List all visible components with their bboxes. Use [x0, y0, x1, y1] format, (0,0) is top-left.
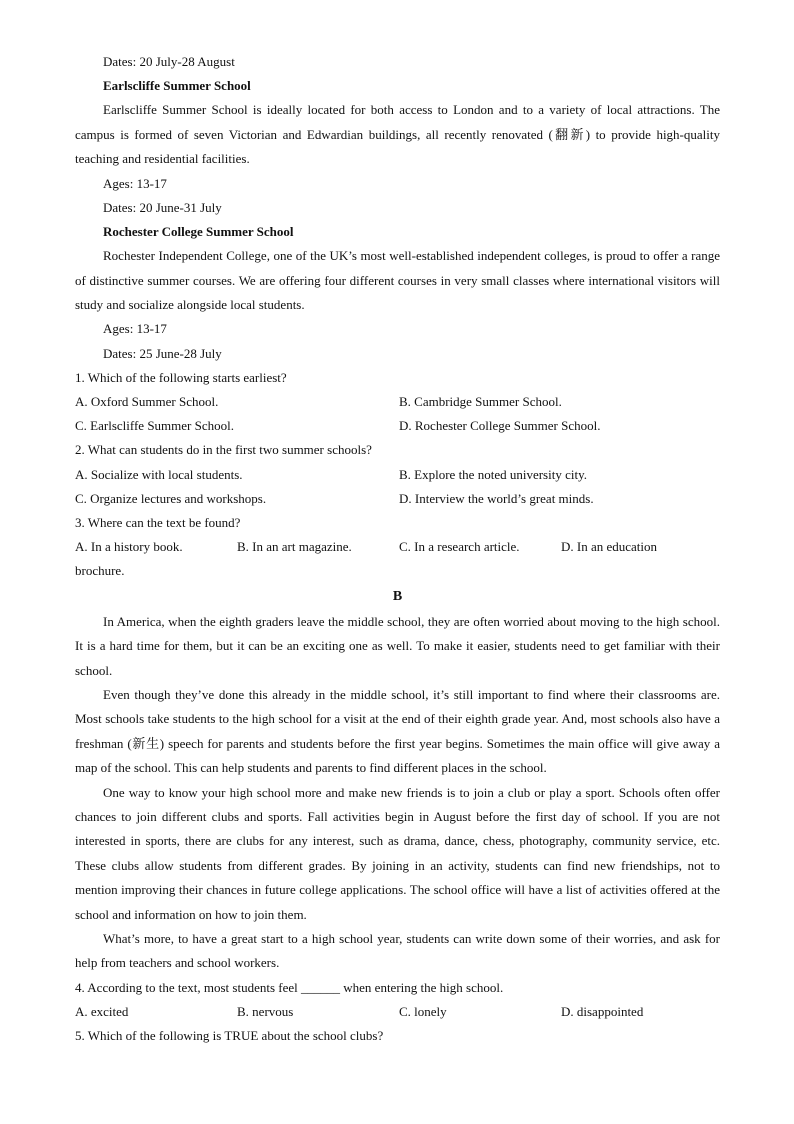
section-heading: B	[392, 588, 403, 604]
option-d: D. In an education	[561, 539, 658, 555]
oxford-dates: Dates: 20 July-28 August	[103, 54, 235, 69]
option-a: A. Oxford Summer School.	[75, 394, 219, 410]
question-options	[75, 487, 720, 511]
question-stem: 2. What can students do in the first two summer schools?	[75, 442, 372, 458]
option-a: A. excited	[75, 1003, 129, 1019]
earlscliffe-description: Earlscliffe Summer School is ideally located for both access to London and to a variety of local attractions. The campus is formed of seven Victorian and Edwardian buildings, all recently renovated (翻新) to provide high-quality teaching and residential facilities.	[75, 102, 720, 167]
option-continuation: brochure.	[75, 563, 125, 579]
earlscliffe-ages: Ages: 13-17	[103, 175, 167, 191]
rochester-heading: Rochester College Summer School	[103, 224, 294, 240]
exam-page	[75, 50, 720, 1048]
option-a: A. In a history book.	[75, 539, 183, 555]
question-options	[75, 414, 720, 438]
option-c: C. Organize lectures and workshops.	[75, 490, 267, 506]
rochester-description: Rochester Independent College, one of the UK’s most well-established independent colleges, is proud to offer a range of distinctive summer courses. We are offering four different courses in very small classes where international visitors will study and socialize alongside local students.	[75, 248, 720, 313]
passage-paragraph: Even though they’ve done this already in the middle school, it’s still important to find where their classrooms are. Most schools take students to the high school for a visit at the end of their eighth grade year. And, most schools also have a freshman (新生) speech for parents and students before the first year begins. Sometimes the main office will give away a map of the school. This can help students and parents to find different places in the school.	[75, 686, 720, 776]
option-d: D. Interview the world’s great minds.	[399, 490, 594, 506]
question-stem: 4. According to the text, most students feel ______ when entering the high school.	[75, 979, 504, 995]
option-b: B. Explore the noted university city.	[399, 466, 587, 482]
option-a: A. Socialize with local students.	[75, 466, 243, 482]
question-options	[75, 535, 720, 559]
passage-paragraph: One way to know your high school more and make new friends is to join a club or play a sport. Schools often offer chances to join different clubs and sports. Fall activities begin in August before the first day of school. If you are not interested in sports, there are clubs for any interest, such as drama, dance, chess, photography, community service, etc. These clubs allow students from different grades. By joining in an activity, students can find new friendships, not to mention improving their chances in future college applications. The school office will have a list of activities offered at the school and information on how to join them.	[75, 784, 720, 922]
option-c: C. lonely	[399, 1003, 447, 1019]
option-d: D. disappointed	[561, 1003, 644, 1019]
earlscliffe-heading: Earlscliffe Summer School	[103, 78, 251, 94]
option-d: D. Rochester College Summer School.	[399, 418, 601, 434]
option-b: B. In an art magazine.	[237, 539, 352, 555]
question-options	[75, 1000, 720, 1024]
rochester-ages: Ages: 13-17	[103, 321, 167, 337]
option-c: C. In a research article.	[399, 539, 520, 555]
question-stem: 3. Where can the text be found?	[75, 515, 241, 531]
question-options	[75, 463, 720, 487]
option-b: B. Cambridge Summer School.	[399, 394, 562, 410]
earlscliffe-dates: Dates: 20 June-31 July	[103, 199, 222, 215]
rochester-dates: Dates: 25 June-28 July	[103, 345, 222, 361]
option-b: B. nervous	[237, 1003, 294, 1019]
passage-paragraph: In America, when the eighth graders leave the middle school, they are often worried about moving to the high school. It is a hard time for them, but it can be an exciting one as well. To make it easier, students need to get familiar with their school.	[75, 613, 720, 678]
question-stem: 5. Which of the following is TRUE about the school clubs?	[75, 1028, 384, 1044]
question-options	[75, 390, 720, 414]
question-stem: 1. Which of the following starts earliest?	[75, 369, 287, 385]
passage-paragraph: What’s more, to have a great start to a high school year, students can write down some of their worries, and ask for help from teachers and school workers.	[75, 930, 720, 971]
option-c: C. Earlscliffe Summer School.	[75, 418, 234, 434]
